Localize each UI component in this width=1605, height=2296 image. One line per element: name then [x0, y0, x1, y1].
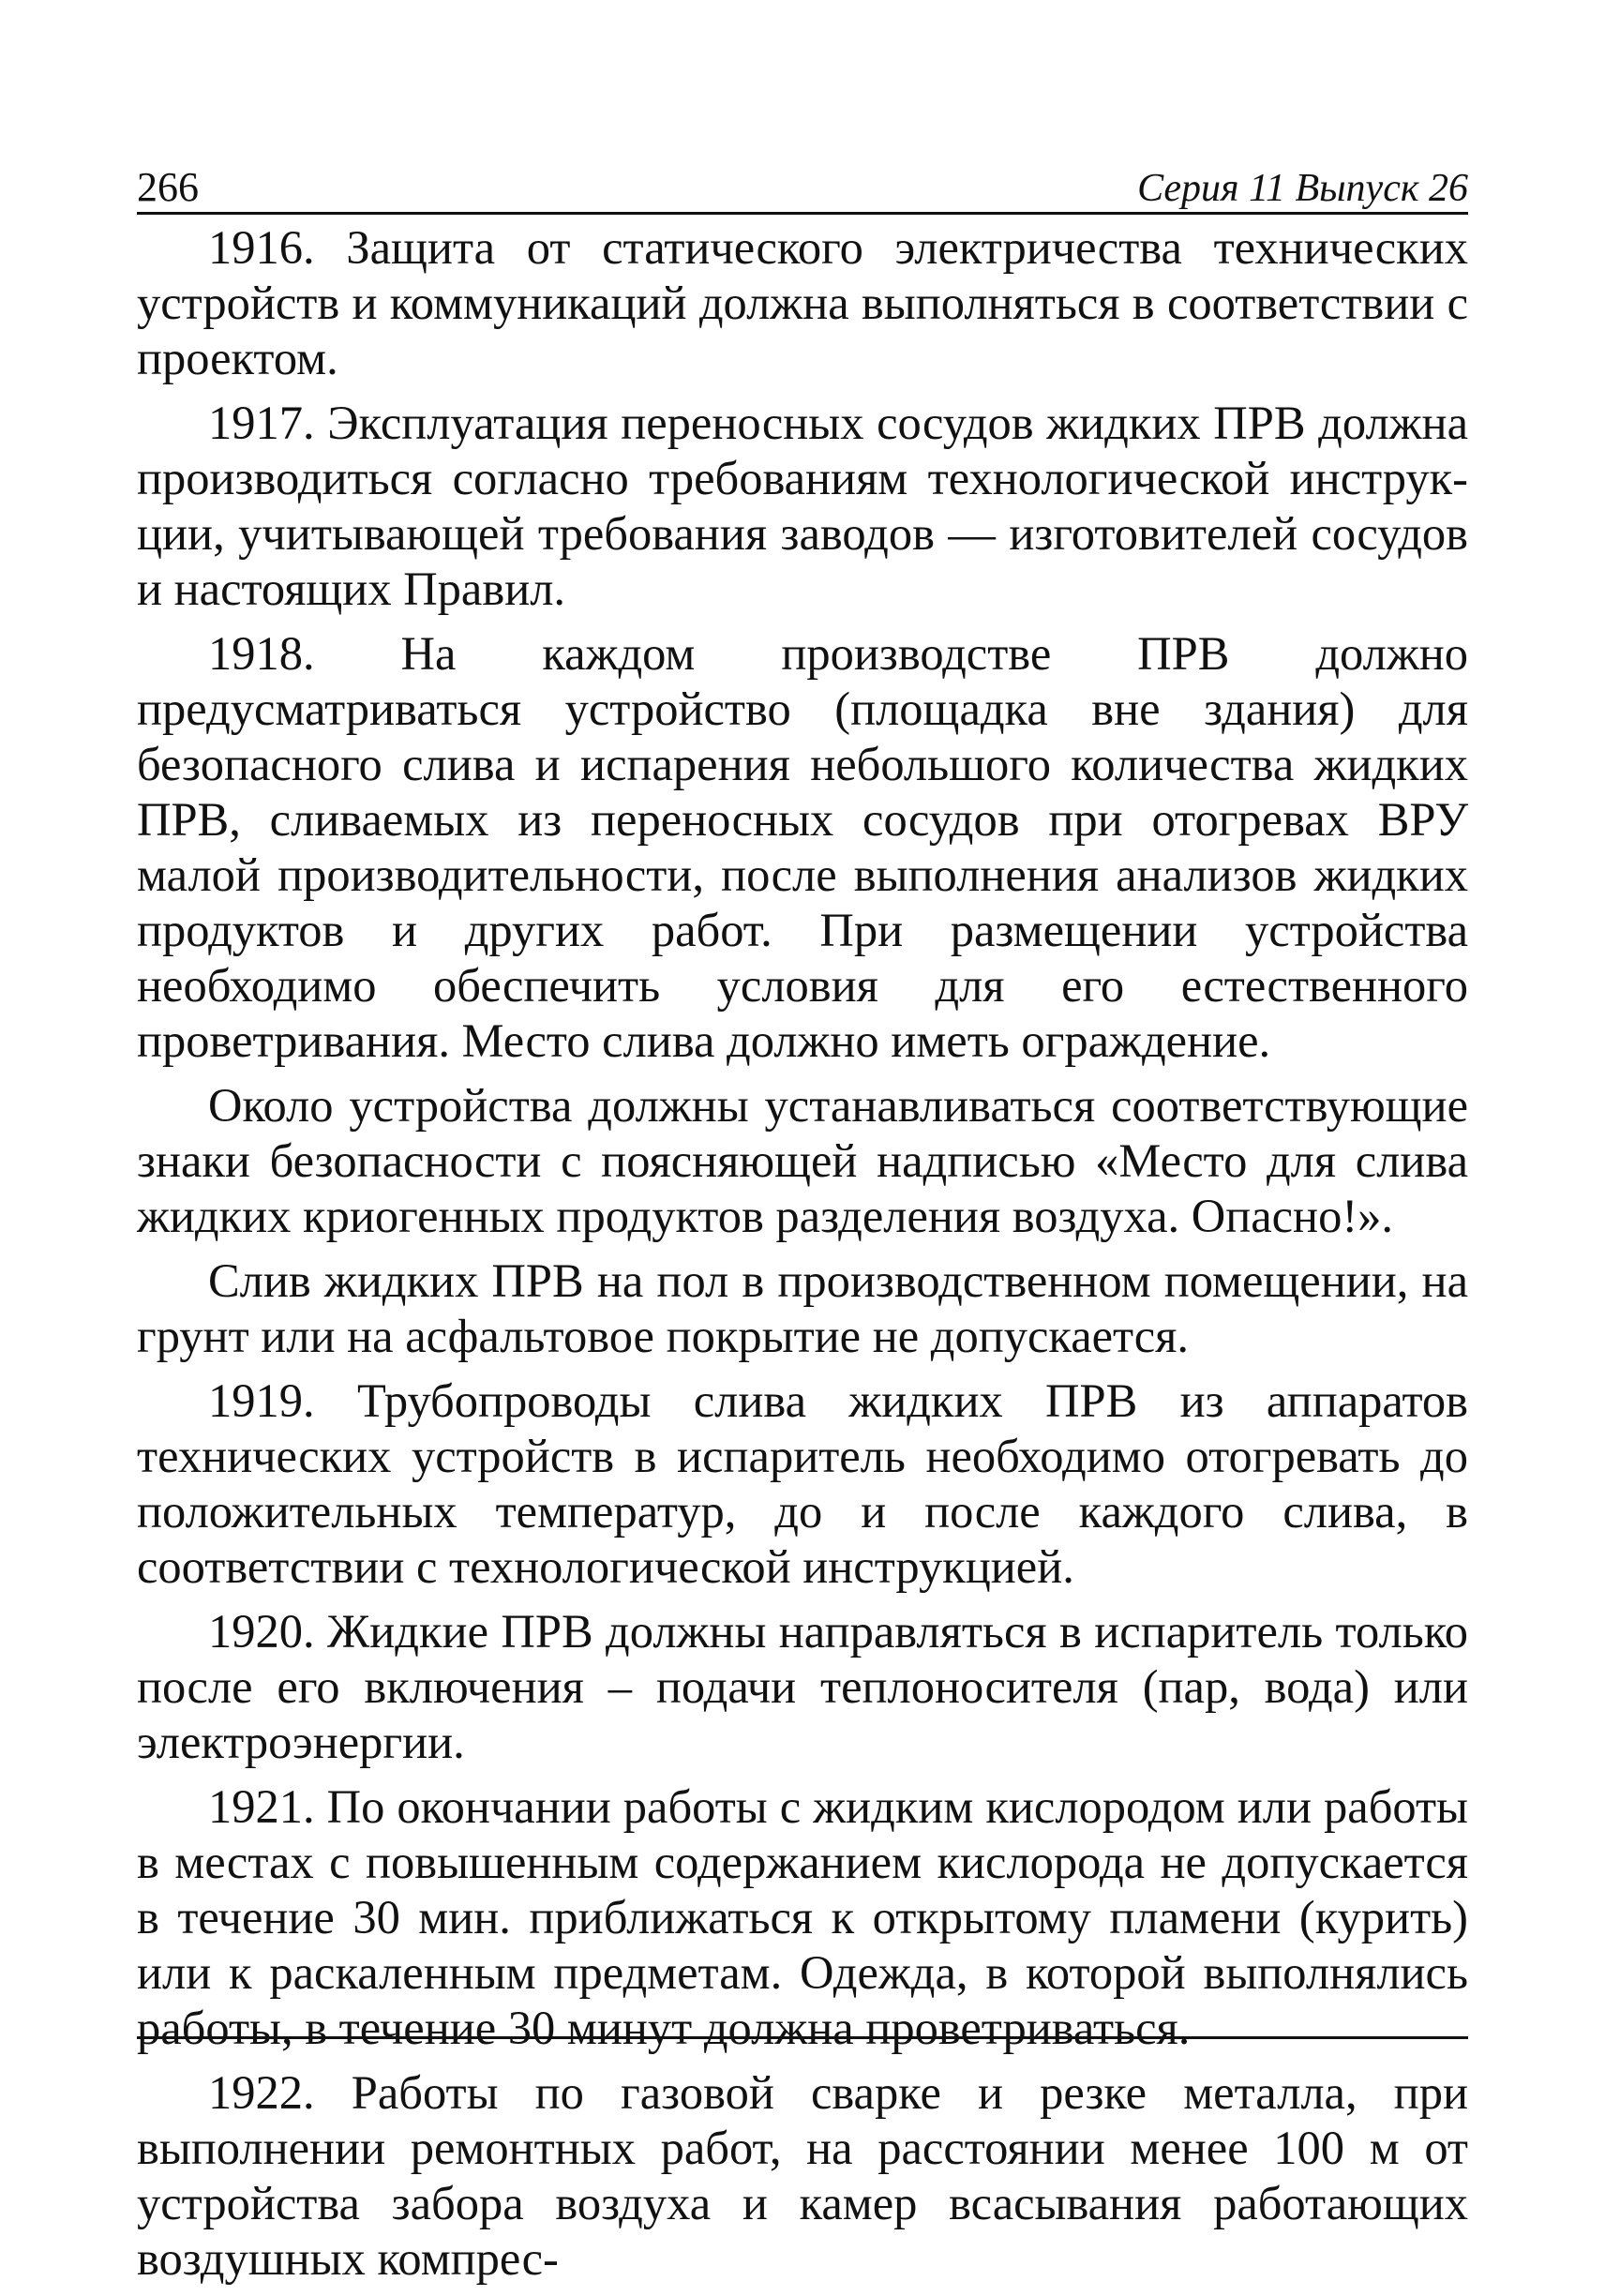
page-header [137, 150, 1468, 215]
running-title: Серия 11 Выпуск 26 [1137, 167, 1468, 210]
body-text [137, 220, 1468, 2287]
paragraph-1921: 1921. По окончании работы с жидким кислородом или работы в местах с повышенным содержанием кислорода не допускается в течение 30 мин. приближаться к открытому пламени (курить) или к раскаленным предметам. Одежда, в которой выполнялись работы, в течение 30 минут должна проветриваться. [137, 1780, 1468, 2054]
page-number: 266 [137, 164, 199, 210]
paragraph-1920: 1920. Жидкие ПРВ должны направляться в испаритель только после его включения – подачи теплоносителя (пар, вода) или электроэнергии. [137, 1605, 1468, 1768]
paragraph-1917: 1917. Эксплуатация переносных сосудов жидких ПРВ должна производиться согласно требованиям технологической инструкции, учитывающей требования заводов — изготовителей сосудов и настоящих Правил. [137, 397, 1468, 615]
paragraph-1918-signs: Около устройства должны устанавливаться соответствующие знаки безопасности с поясняющей надписью «Место для слива жидких криогенных продуктов разделения воздуха. Опасно!». [137, 1079, 1468, 1242]
paragraph-1919: 1919. Трубопроводы слива жидких ПРВ из аппаратов технических устройств в испаритель необходимо отогревать до положительных температур, до и после каждого слива, в соответствии с технологической инструкцией. [137, 1374, 1468, 1593]
document-page [137, 150, 1468, 2296]
paragraph-1922: 1922. Работы по газовой сварке и резке металла, при выполнении ремонтных работ, на расстоянии менее 100 м от устройства забора воздуха и камер всасывания работающих воздушных компрес- [137, 2066, 1468, 2285]
paragraph-1918-drain: Слив жидких ПРВ на пол в производственном помещении, на грунт или на асфальтовое покрытие не допускается. [137, 1254, 1468, 1362]
footer-rule [137, 2036, 1468, 2039]
paragraph-1918: 1918. На каждом производстве ПРВ должно предусматриваться устройство (площадка вне здания) для безопасного слива и испарения небольшого количества жидких ПРВ, сливаемых из переносных сосудов при отогревах ВРУ малой производительности, после выполнения анализов жидких продуктов и других работ. При размещении устройства необходимо обеспечить условия для его естественного проветривания. Место слива должно иметь ограждение. [137, 627, 1468, 1067]
paragraph-1916: 1916. Защита от статического электричества технических устройств и коммуникаций должна выполняться в соответствии с проектом. [137, 221, 1468, 384]
